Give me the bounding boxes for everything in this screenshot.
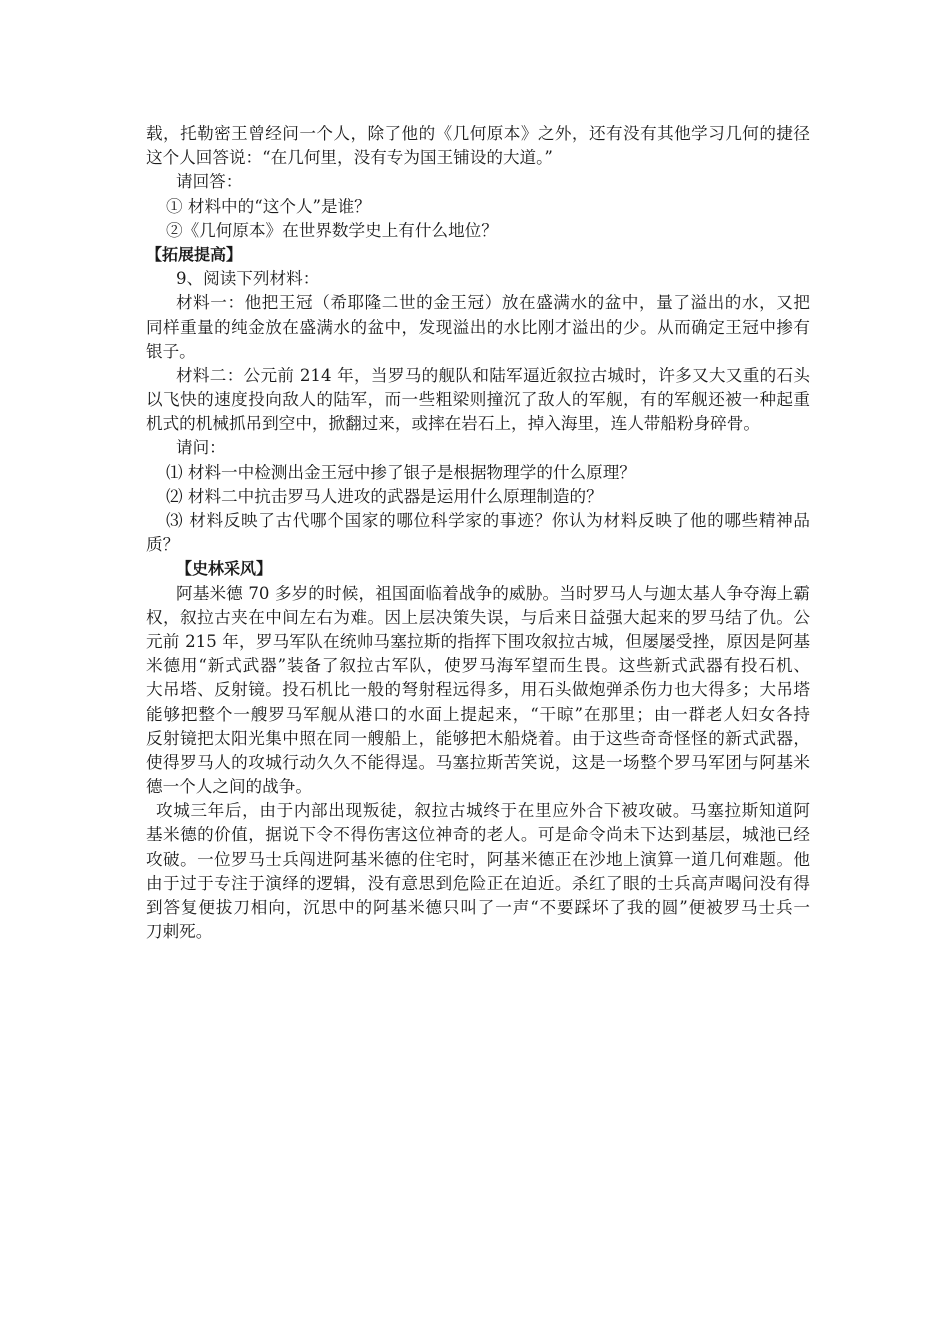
text-line: 米德用“新式武器”装备了叙拉古军队，使罗马海军望而生畏。这些新式武器有投石机、 (146, 656, 810, 676)
question-number: 9、阅读下列材料： (176, 269, 320, 289)
text-line: 机式的机械抓吊到空中，掀翻过来，或摔在岩石上，掉入海里，连人带船粉身碎骨。 (146, 414, 760, 434)
text-line: 以飞快的速度投向敌人的陆军，而一些粗梁则撞沉了敌人的军舰，有的军舰还被一种起重 (146, 390, 810, 410)
text-line: 使得罗马人的攻城行动久久不能得逞。马塞拉斯苦笑说，这是一场整个罗马军团与阿基米 (146, 752, 810, 772)
text-line: 反射镜把太阳光集中照在同一艘船上，能够把木船烧着。由于这些奇奇怪怪的新式武器， (146, 728, 810, 748)
question-item: ⑴ 材料一中检测出金王冠中掺了银子是根据物理学的什么原理？ (166, 462, 636, 482)
text-line: 同样重量的纯金放在盛满水的盆中，发现溢出的水比刚才溢出的少。从而确定王冠中掺有 (146, 317, 810, 337)
text-line: 到答复便拔刀相向，沉思中的阿基米德只叫了一声“不要踩坏了我的圆”便被罗马士兵一 (146, 898, 810, 917)
question-prompt: 请问： (176, 438, 226, 458)
question-item (146, 509, 810, 557)
text-line: ⑶ 材料反映了古代哪个国家的哪位科学家的事迹？你认为材料反映了他的哪些精神品 (166, 511, 810, 530)
text-line: 这个人回答说：“在几何里，没有专为国王铺设的大道。” (146, 148, 553, 168)
section-heading-history: 【史林采风】 (176, 559, 273, 579)
question-item: ⑵ 材料二中抗击罗马人进攻的武器是运用什么原理制造的？ (166, 486, 603, 506)
text-line: 大吊塔、反射镜。投石机比一般的弩射程远得多，用石头做炮弹杀伤力也大得多；大吊塔 (146, 680, 810, 700)
text-line: 银子。 (146, 341, 196, 361)
material-two (146, 364, 810, 437)
material-continuation (146, 122, 810, 170)
text-line: 攻城三年后，由于内部出现叛徒，叙拉古城终于在里应外合下被攻破。马塞拉斯知道阿 (156, 801, 810, 821)
question-item: ① 材料中的“这个人”是谁？ (166, 196, 371, 216)
question-prompt: 请回答： (176, 172, 243, 192)
text-line: 由于过于专注于演绎的逻辑，没有意思到危险正在迫近。杀红了眼的士兵高声喝问没有得 (146, 873, 810, 893)
text-line: 阿基米德 70 多岁的时候，祖国面临着战争的威胁。当时罗马人与迦太基人争夺海上霸 (176, 583, 810, 603)
text-line: 载，托勒密王曾经问一个人，除了他的《几何原本》之外，还有没有其他学习几何的捷径 (146, 124, 810, 143)
text-line: 材料二：公元前 214 年，当罗马的舰队和陆军逼近叙拉古城时，许多又大又重的石头 (176, 365, 810, 385)
text-line: 攻破。一位罗马士兵闯进阿基米德的住宅时，阿基米德正在沙地上演算一道几何难题。他 (146, 849, 810, 869)
text-line: 权，叙拉古夹在中间左右为难。因上层决策失误，与后来日益强大起来的罗马结了仇。公 (146, 607, 810, 627)
text-line: 基米德的价值，据说下令不得伤害这位神奇的老人。可是命令尚未下达到基层，城池已经 (146, 825, 810, 845)
text-line: 质？ (146, 535, 180, 555)
history-paragraph-2 (146, 799, 810, 944)
material-one (146, 291, 810, 364)
text-line: 材料一：他把王冠（希耶隆二世的金王冠）放在盛满水的盆中，量了溢出的水，又把 (176, 293, 810, 313)
text-line: 刀刺死。 (146, 922, 213, 942)
text-line: 能够把整个一艘罗马军舰从港口的水面上提起来，“干晾”在那里；由一群老人妇女各持 (146, 704, 810, 724)
question-item: ②《几何原本》在世界数学史上有什么地位？ (166, 220, 498, 240)
text-line: 德一个人之间的战争。 (146, 777, 312, 797)
text-line: 元前 215 年，罗马军队在统帅马塞拉斯的指挥下围攻叙拉古城，但屡屡受挫，原因是阿基 (146, 631, 810, 651)
section-heading-extension: 【拓展提高】 (146, 244, 243, 264)
document-page (146, 122, 810, 944)
history-paragraph-1 (146, 582, 810, 800)
